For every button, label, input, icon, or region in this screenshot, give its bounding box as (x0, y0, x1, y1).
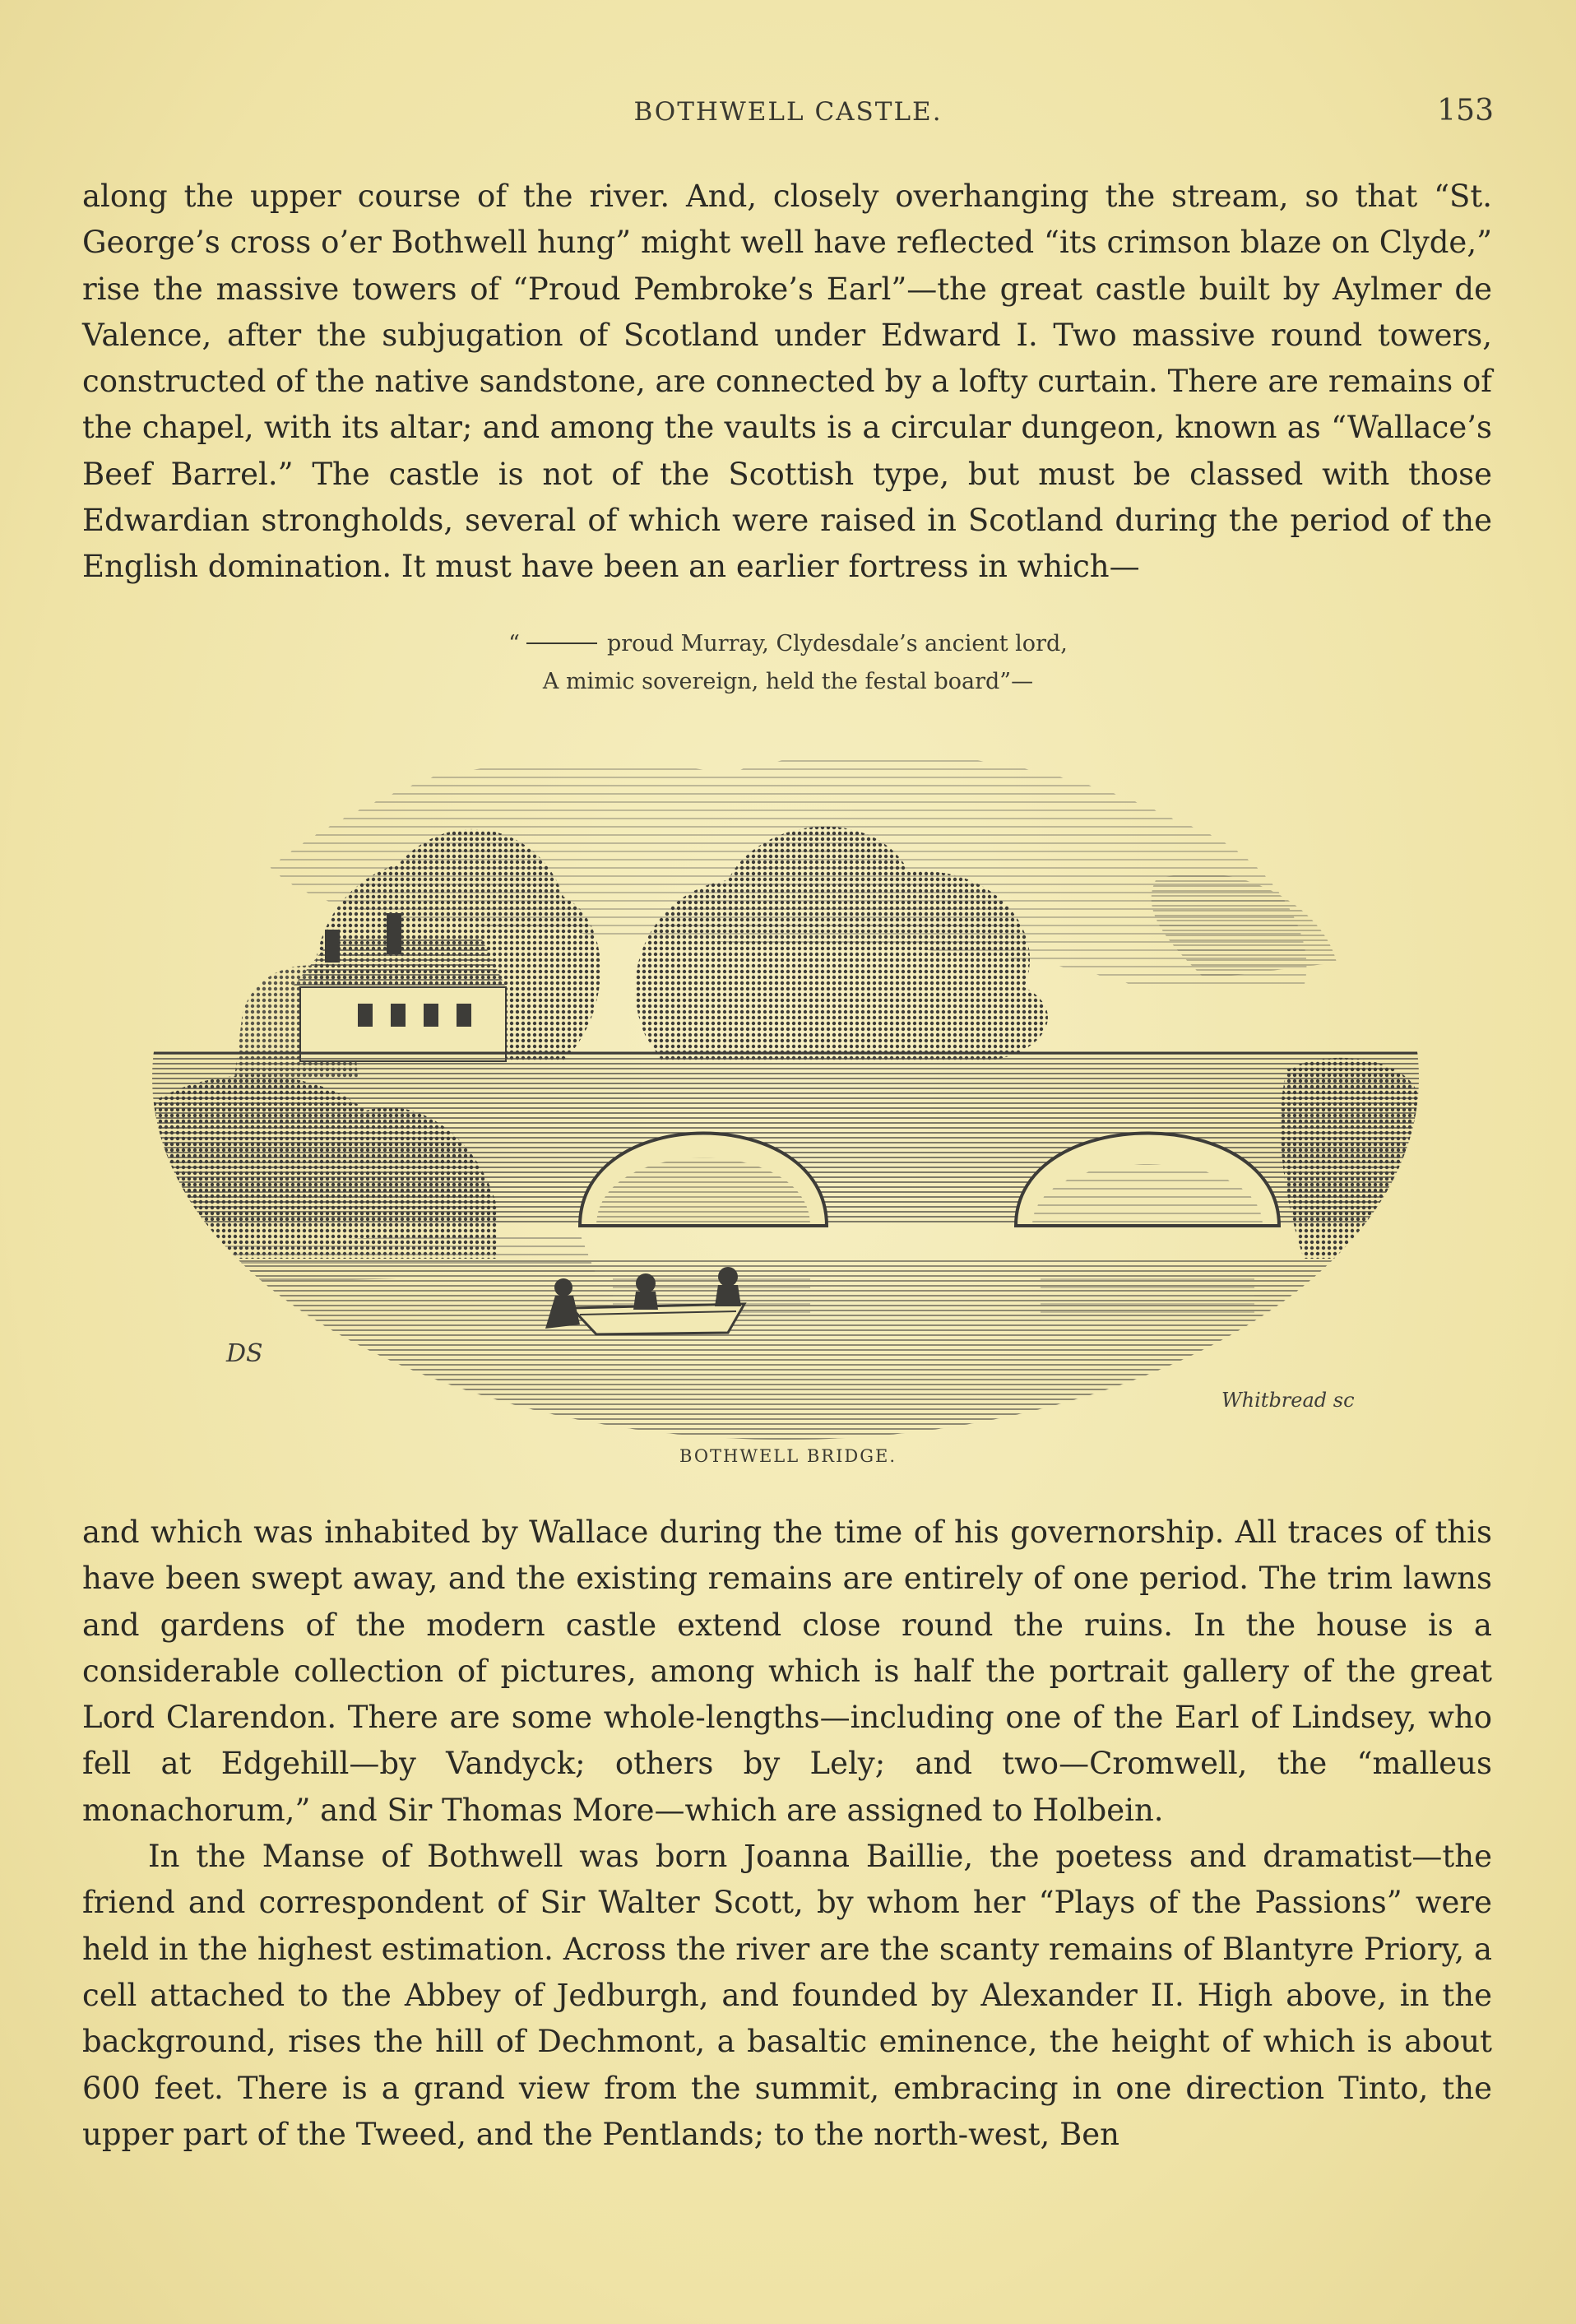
page-number: 153 (1437, 94, 1494, 128)
paragraph-1: along the upper course of the river. And, closely overhanging the stream, so that “St. George’s cross o’er Bothwell hung” might well have reflected “its crimson blaze on Clyde,” rise the massive towers of “Proud Pembroke’s Earl”—the great castle built by Aylmer de Valence, after the subjugation of Scotland under Edward I. Two massive round towers, constructed of the native sandstone, are connected by a lofty curtain. There are remains of the chapel, with its altar; and among the vaults is a circular dungeon, known as “Wallace’s Beef Barrel.” The castle is not of the Scottish type, but must be classed with those Edwardian strongholds, several of which were raised in Scotland during the period of the English domination. It must have been an earlier fortress in which— (82, 179, 1492, 585)
paragraph-2: and which was inhabited by Wallace during the time of his governorship. All traces of this have been swept away, and the existing remains are entirely of one period. The trim lawns and gardens of the modern castle extend close round the ruins. In the house is a considerable collection of pictures, among which is half the portrait gallery of the great Lord Clarendon. There are some whole-lengths—including one of the Earl of Lindsey, who fell at Edgehill—by Vandyck; others by Lely; and two—Cromwell, the “malleus monachorum,” and Sir Thomas More—which are assigned to Holbein. (82, 1515, 1492, 1828)
verse-dash-rule (526, 642, 597, 644)
engraving-initials: DS (226, 1339, 263, 1368)
illustration-caption: BOTHWELL BRIDGE. (679, 1446, 897, 1466)
verse-open-quote: “ (508, 631, 520, 656)
verse-quotation (0, 625, 1576, 701)
verse-line-1 (0, 625, 1576, 663)
running-head (82, 94, 1494, 138)
verse-line-2: A mimic sovereign, held the festal board”— (542, 669, 1034, 694)
engraving-bothwell-bridge (152, 716, 1419, 1448)
body-text-bottom (82, 1510, 1492, 2158)
running-title: BOTHWELL CASTLE. (633, 97, 943, 127)
verse-line-1-text: proud Murray, Clydesdale’s ancient lord, (606, 631, 1068, 656)
right-bank (1281, 1058, 1419, 1259)
river (152, 1259, 1419, 1448)
paragraph-3: In the Manse of Bothwell was born Joanna Baillie, the poetess and dramatist—the friend and correspondent of Sir Walter Scott, by whom her “Plays of the Passions” were held in the highest estimation. Across the river are the scanty remains of Blantyre Priory, a cell attached to the Abbey of Jedburgh, and founded by Alexander II. High above, in the background, rises the hill of Dechmont, a basaltic eminence, the height of which is about 600 feet. There is a grand view from the summit, embracing in one direction Tinto, the upper part of the Tweed, and the Pentlands; to the north-west, Ben (82, 1839, 1492, 2152)
engraver-signature: Whitbread sc (1221, 1389, 1355, 1412)
body-text-top (82, 174, 1492, 591)
